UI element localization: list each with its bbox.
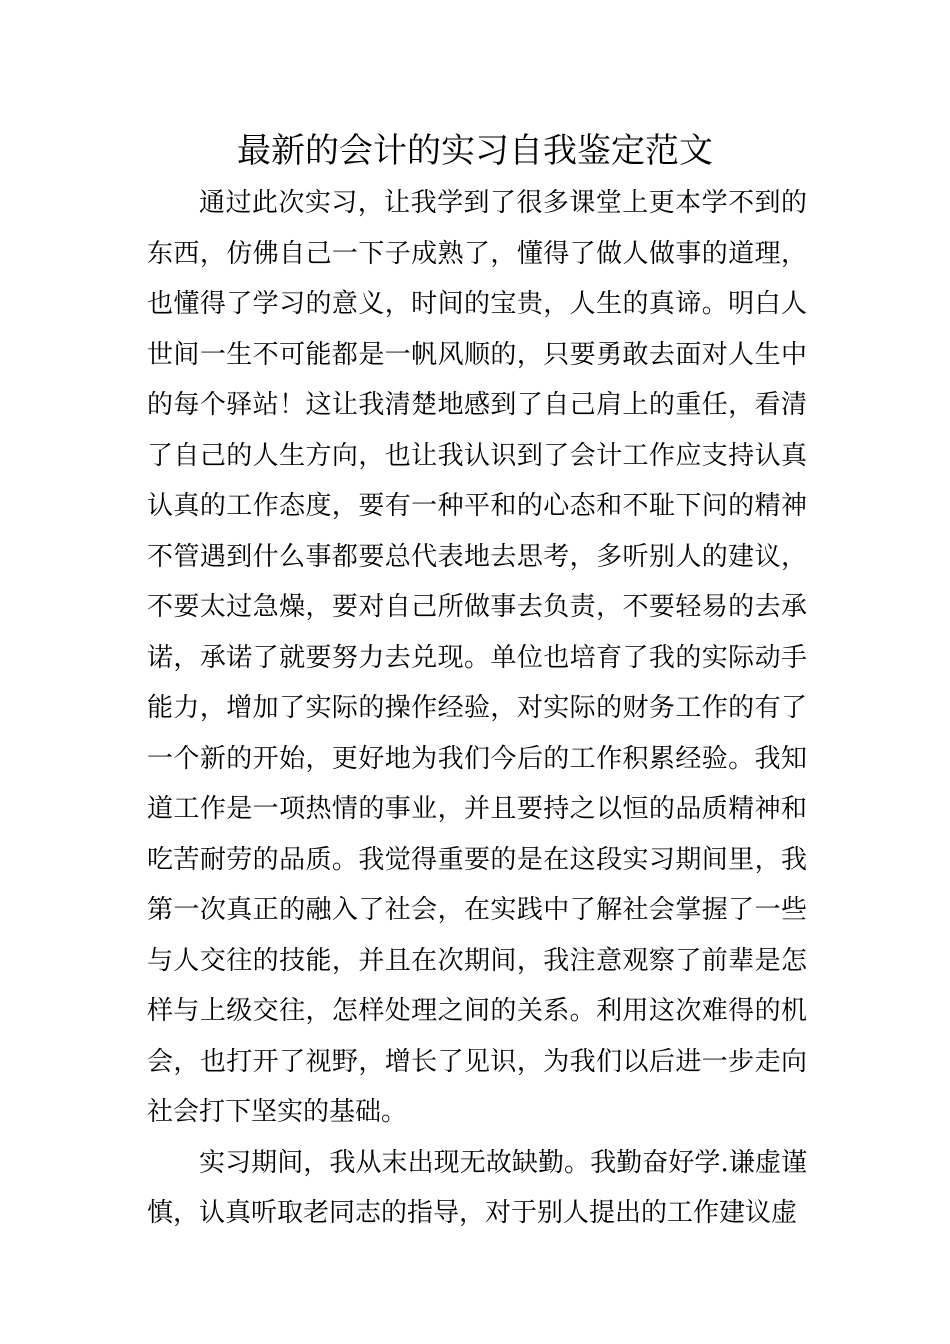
document-body	[147, 178, 807, 1239]
document-title: 最新的会计的实习自我鉴定范文	[237, 131, 713, 171]
paragraph-2: 实习期间，我从末出现无故缺勤。我勤奋好学.谦虚谨慎，认真听取老同志的指导，对于别人提出的工作建议虚	[147, 1147, 807, 1228]
paragraph-1: 通过此次实习，让我学到了很多课堂上更本学不到的东西，仿佛自己一下子成熟了，懂得了做人做事的道理，也懂得了学习的意义，时间的宝贵，人生的真谛。明白人世间一生不可能都是一帆风顺的，只要勇敢去面对人生中的每个驿站！这让我清楚地感到了自己肩上的重任，看清了自己的人生方向，也让我认识到了会计工作应支持认真认真的工作态度，要有一种平和的心态和不耻下问的精神不管遇到什么事都要总代表地去思考，多听别人的建议，不要太过急燥，要对自己所做事去负责，不要轻易的去承诺，承诺了就要努力去兑现。单位也培育了我的实际动手能力，增加了实际的操作经验，对实际的财务工作的有了一个新的开始，更好地为我们今后的工作积累经验。我知道工作是一项热情的事业，并且要持之以恒的品质精神和吃苦耐劳的品质。我觉得重要的是在这段实习期间里，我第一次真正的融入了社会，在实践中了解社会掌握了一些与人交往的技能，并且在次期间，我注意观察了前辈是怎样与上级交往，怎样处理之间的关系。利用这次难得的机会，也打开了视野，增长了见识，为我们以后进一步走向社会打下坚实的基础。	[147, 188, 807, 1127]
